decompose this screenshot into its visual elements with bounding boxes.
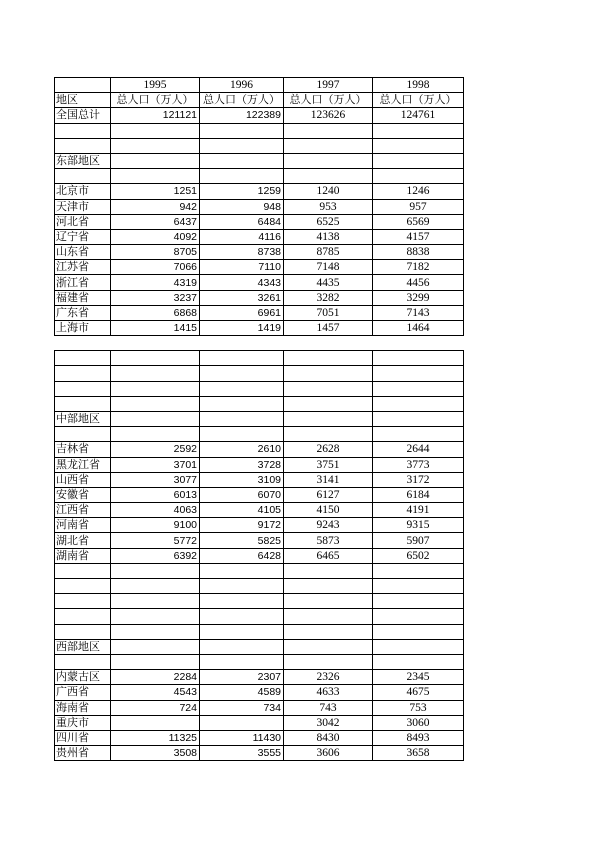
empty-row [55, 123, 464, 138]
empty-cell[interactable] [284, 609, 373, 624]
population-1997[interactable]: 8785 [284, 245, 373, 260]
population-1998[interactable]: 8838 [373, 245, 464, 260]
province-name[interactable]: 重庆市 [55, 715, 111, 730]
population-1998[interactable]: 4675 [373, 685, 464, 700]
table-row [55, 746, 464, 761]
population-1996[interactable]: 4589 [200, 685, 284, 700]
empty-cell[interactable] [55, 579, 111, 594]
empty-cell[interactable] [200, 609, 284, 624]
population-1997[interactable]: 743 [284, 700, 373, 715]
empty-cell[interactable] [111, 624, 200, 639]
table-row [55, 503, 464, 518]
table-row [55, 305, 464, 320]
population-1996[interactable]: 5825 [200, 533, 284, 548]
population-1996[interactable]: 11430 [200, 730, 284, 745]
population-1995[interactable]: 4319 [111, 275, 200, 290]
population-1996[interactable]: 6484 [200, 214, 284, 229]
empty-cell[interactable] [284, 563, 373, 578]
empty-cell[interactable] [200, 138, 284, 153]
population-1996[interactable]: 2307 [200, 670, 284, 685]
population-1997[interactable]: 2628 [284, 442, 373, 457]
table-row [55, 457, 464, 472]
table-row [55, 290, 464, 305]
population-1995[interactable]: 6013 [111, 487, 200, 502]
population-1998[interactable]: 3060 [373, 715, 464, 730]
province-name[interactable]: 上海市 [55, 321, 111, 336]
total-1998[interactable]: 124761 [373, 108, 464, 123]
population-1996[interactable]: 4116 [200, 229, 284, 244]
population-1995[interactable]: 3508 [111, 746, 200, 761]
population-1995[interactable]: 724 [111, 700, 200, 715]
year-1997[interactable]: 1997 [284, 78, 373, 93]
empty-cell[interactable] [373, 396, 464, 411]
section-title[interactable]: 东部地区 [55, 153, 111, 168]
table-row [55, 442, 464, 457]
population-1997[interactable]: 4633 [284, 685, 373, 700]
population-1997[interactable]: 3606 [284, 746, 373, 761]
population-1998[interactable]: 1246 [373, 184, 464, 199]
population-1996[interactable]: 7110 [200, 260, 284, 275]
population-1998[interactable]: 7182 [373, 260, 464, 275]
population-1997[interactable]: 3141 [284, 472, 373, 487]
population-1997[interactable]: 2326 [284, 670, 373, 685]
population-1995[interactable]: 8705 [111, 245, 200, 260]
population-1995[interactable]: 2284 [111, 670, 200, 685]
population-1996[interactable]: 4343 [200, 275, 284, 290]
empty-cell[interactable] [200, 427, 284, 442]
table-row [55, 275, 464, 290]
empty-cell[interactable] [111, 563, 200, 578]
population-1997[interactable]: 4138 [284, 229, 373, 244]
empty-cell[interactable] [284, 411, 373, 426]
population-1998[interactable]: 4191 [373, 503, 464, 518]
empty-row [55, 169, 464, 184]
empty-cell[interactable] [284, 381, 373, 396]
population-1996[interactable]: 3555 [200, 746, 284, 761]
population-1997[interactable]: 8430 [284, 730, 373, 745]
empty-cell[interactable] [284, 427, 373, 442]
empty-row [55, 138, 464, 153]
population-1997[interactable]: 3282 [284, 290, 373, 305]
section-title-row [55, 639, 464, 654]
empty-row [55, 427, 464, 442]
population-1998[interactable]: 6184 [373, 487, 464, 502]
empty-cell[interactable] [55, 366, 111, 381]
population-1996[interactable]: 2610 [200, 442, 284, 457]
empty-cell[interactable] [55, 351, 111, 366]
population-1998[interactable]: 3172 [373, 472, 464, 487]
province-name[interactable]: 江西省 [55, 503, 111, 518]
population-1995[interactable] [111, 715, 200, 730]
table-row [55, 199, 464, 214]
population-1996[interactable] [200, 715, 284, 730]
empty-cell[interactable] [284, 624, 373, 639]
empty-row [55, 366, 464, 381]
empty-cell[interactable] [111, 639, 200, 654]
population-1996[interactable]: 9172 [200, 518, 284, 533]
empty-cell[interactable] [373, 654, 464, 669]
empty-cell[interactable] [373, 594, 464, 609]
table-row [55, 715, 464, 730]
section-title[interactable]: 中部地区 [55, 411, 111, 426]
population-1998[interactable]: 2345 [373, 670, 464, 685]
population-1995[interactable]: 5772 [111, 533, 200, 548]
population-1996[interactable]: 8738 [200, 245, 284, 260]
empty-cell[interactable] [373, 138, 464, 153]
empty-cell[interactable] [373, 609, 464, 624]
population-label-1995[interactable]: 总人口（万人） [111, 93, 200, 108]
empty-cell[interactable] [55, 654, 111, 669]
empty-row [55, 609, 464, 624]
table-row [55, 487, 464, 502]
population-1996[interactable]: 3261 [200, 290, 284, 305]
population-1996[interactable]: 6428 [200, 548, 284, 563]
empty-cell[interactable] [200, 594, 284, 609]
empty-row [55, 654, 464, 669]
population-table [54, 77, 464, 761]
population-1995[interactable]: 3701 [111, 457, 200, 472]
population-1996[interactable]: 1419 [200, 321, 284, 336]
total-row [55, 108, 464, 123]
population-1995[interactable]: 6868 [111, 305, 200, 320]
empty-cell[interactable] [200, 169, 284, 184]
empty-cell[interactable] [200, 351, 284, 366]
header-cell-empty[interactable] [55, 78, 111, 93]
province-name[interactable]: 湖南省 [55, 548, 111, 563]
empty-cell[interactable] [55, 624, 111, 639]
section-gap [55, 336, 464, 351]
table-row [55, 321, 464, 336]
population-1996[interactable]: 3109 [200, 472, 284, 487]
population-1997[interactable]: 953 [284, 199, 373, 214]
empty-cell[interactable] [55, 169, 111, 184]
empty-cell[interactable] [373, 351, 464, 366]
population-1996[interactable]: 1259 [200, 184, 284, 199]
empty-cell[interactable] [284, 594, 373, 609]
province-name[interactable]: 广东省 [55, 305, 111, 320]
empty-cell[interactable] [55, 594, 111, 609]
table-row [55, 184, 464, 199]
province-name[interactable]: 广西省 [55, 685, 111, 700]
population-1997[interactable]: 6127 [284, 487, 373, 502]
population-1995[interactable]: 6392 [111, 548, 200, 563]
population-1997[interactable]: 6525 [284, 214, 373, 229]
population-1998[interactable]: 1464 [373, 321, 464, 336]
population-1998[interactable]: 753 [373, 700, 464, 715]
population-1995[interactable]: 1251 [111, 184, 200, 199]
population-1995[interactable]: 4543 [111, 685, 200, 700]
table-row [55, 245, 464, 260]
empty-cell[interactable] [373, 624, 464, 639]
population-1995[interactable]: 6437 [111, 214, 200, 229]
empty-cell[interactable] [200, 579, 284, 594]
province-name[interactable]: 吉林省 [55, 442, 111, 457]
population-1998[interactable]: 6502 [373, 548, 464, 563]
table-row [55, 685, 464, 700]
population-1998[interactable]: 4157 [373, 229, 464, 244]
population-1996[interactable]: 4105 [200, 503, 284, 518]
province-name[interactable]: 海南省 [55, 700, 111, 715]
population-1998[interactable]: 5907 [373, 533, 464, 548]
empty-row [55, 624, 464, 639]
empty-cell[interactable] [200, 563, 284, 578]
province-name[interactable]: 河北省 [55, 214, 111, 229]
population-1997[interactable]: 6465 [284, 548, 373, 563]
empty-cell[interactable] [111, 169, 200, 184]
empty-cell[interactable] [284, 579, 373, 594]
province-name[interactable]: 山东省 [55, 245, 111, 260]
empty-cell[interactable] [111, 153, 200, 168]
population-1995[interactable]: 3077 [111, 472, 200, 487]
population-1995[interactable]: 11325 [111, 730, 200, 745]
empty-cell[interactable] [373, 381, 464, 396]
table-row [55, 472, 464, 487]
province-name[interactable]: 浙江省 [55, 275, 111, 290]
empty-cell[interactable] [111, 381, 200, 396]
province-name[interactable]: 江苏省 [55, 260, 111, 275]
province-name[interactable]: 北京市 [55, 184, 111, 199]
empty-row [55, 594, 464, 609]
population-1997[interactable]: 3751 [284, 457, 373, 472]
table-row [55, 533, 464, 548]
population-1997[interactable]: 5873 [284, 533, 373, 548]
province-name[interactable]: 内蒙古区 [55, 670, 111, 685]
empty-cell[interactable] [200, 366, 284, 381]
empty-cell[interactable] [111, 609, 200, 624]
population-1995[interactable]: 942 [111, 199, 200, 214]
population-1998[interactable]: 957 [373, 199, 464, 214]
province-name[interactable]: 黑龙江省 [55, 457, 111, 472]
empty-cell[interactable] [55, 427, 111, 442]
empty-row [55, 351, 464, 366]
empty-cell[interactable] [111, 427, 200, 442]
empty-cell[interactable] [55, 123, 111, 138]
section-title-row [55, 411, 464, 426]
population-1998[interactable]: 3773 [373, 457, 464, 472]
section-title[interactable]: 西部地区 [55, 639, 111, 654]
year-header-row [55, 78, 464, 93]
empty-cell[interactable] [111, 366, 200, 381]
population-1997[interactable]: 7148 [284, 260, 373, 275]
empty-cell[interactable] [373, 153, 464, 168]
table-row [55, 518, 464, 533]
population-1998[interactable]: 3658 [373, 746, 464, 761]
table-row [55, 670, 464, 685]
empty-cell[interactable] [55, 563, 111, 578]
spreadsheet [54, 77, 463, 761]
empty-row [55, 579, 464, 594]
empty-cell[interactable] [284, 396, 373, 411]
population-1998[interactable]: 7143 [373, 305, 464, 320]
empty-row [55, 396, 464, 411]
empty-cell[interactable] [111, 123, 200, 138]
empty-row [55, 381, 464, 396]
province-name[interactable]: 天津市 [55, 199, 111, 214]
empty-cell[interactable] [55, 381, 111, 396]
gap-cell [55, 336, 464, 351]
table-row [55, 260, 464, 275]
population-1995[interactable]: 4092 [111, 229, 200, 244]
empty-cell[interactable] [55, 396, 111, 411]
population-1996[interactable]: 948 [200, 199, 284, 214]
population-1997[interactable]: 1457 [284, 321, 373, 336]
table-row [55, 548, 464, 563]
year-1998[interactable]: 1998 [373, 78, 464, 93]
empty-cell[interactable] [200, 153, 284, 168]
province-name[interactable]: 辽宁省 [55, 229, 111, 244]
empty-cell[interactable] [111, 579, 200, 594]
empty-cell[interactable] [373, 427, 464, 442]
region-label[interactable]: 地区 [55, 93, 111, 108]
empty-cell[interactable] [111, 654, 200, 669]
total-name[interactable]: 全国总计 [55, 108, 111, 123]
table-row [55, 229, 464, 244]
empty-cell[interactable] [373, 639, 464, 654]
population-1997[interactable]: 4150 [284, 503, 373, 518]
population-label-1997[interactable]: 总人口（万人） [284, 93, 373, 108]
empty-cell[interactable] [55, 609, 111, 624]
section-title-row [55, 153, 464, 168]
label-header-row [55, 93, 464, 108]
total-1997[interactable]: 123626 [284, 108, 373, 123]
population-label-1996[interactable]: 总人口（万人） [200, 93, 284, 108]
year-1995[interactable]: 1995 [111, 78, 200, 93]
total-1996[interactable]: 122389 [200, 108, 284, 123]
population-1998[interactable]: 2644 [373, 442, 464, 457]
population-1996[interactable]: 734 [200, 700, 284, 715]
province-name[interactable]: 四川省 [55, 730, 111, 745]
empty-cell[interactable] [200, 396, 284, 411]
population-1998[interactable]: 3299 [373, 290, 464, 305]
population-1997[interactable]: 9243 [284, 518, 373, 533]
empty-cell[interactable] [111, 138, 200, 153]
empty-cell[interactable] [200, 639, 284, 654]
population-label-1998[interactable]: 总人口（万人） [373, 93, 464, 108]
province-name[interactable]: 山西省 [55, 472, 111, 487]
empty-cell[interactable] [284, 153, 373, 168]
empty-cell[interactable] [200, 411, 284, 426]
population-1997[interactable]: 3042 [284, 715, 373, 730]
empty-cell[interactable] [373, 579, 464, 594]
year-1996[interactable]: 1996 [200, 78, 284, 93]
empty-cell[interactable] [373, 366, 464, 381]
province-name[interactable]: 河南省 [55, 518, 111, 533]
empty-cell[interactable] [200, 123, 284, 138]
empty-cell[interactable] [111, 351, 200, 366]
province-name[interactable]: 福建省 [55, 290, 111, 305]
population-1998[interactable]: 6569 [373, 214, 464, 229]
empty-cell[interactable] [200, 624, 284, 639]
empty-cell[interactable] [284, 639, 373, 654]
total-1995[interactable]: 121121 [111, 108, 200, 123]
population-1995[interactable]: 3237 [111, 290, 200, 305]
empty-cell[interactable] [200, 654, 284, 669]
empty-cell[interactable] [284, 138, 373, 153]
province-name[interactable]: 湖北省 [55, 533, 111, 548]
empty-cell[interactable] [55, 138, 111, 153]
population-1997[interactable]: 1240 [284, 184, 373, 199]
population-1995[interactable]: 2592 [111, 442, 200, 457]
population-1996[interactable]: 3728 [200, 457, 284, 472]
population-1995[interactable]: 4063 [111, 503, 200, 518]
empty-cell[interactable] [373, 169, 464, 184]
empty-cell[interactable] [111, 411, 200, 426]
population-1996[interactable]: 6070 [200, 487, 284, 502]
empty-cell[interactable] [111, 396, 200, 411]
empty-cell[interactable] [284, 123, 373, 138]
empty-cell[interactable] [373, 123, 464, 138]
table-row [55, 700, 464, 715]
table-row [55, 730, 464, 745]
population-1998[interactable]: 8493 [373, 730, 464, 745]
population-1998[interactable]: 9315 [373, 518, 464, 533]
province-name[interactable]: 安徽省 [55, 487, 111, 502]
empty-cell[interactable] [373, 411, 464, 426]
population-1995[interactable]: 9100 [111, 518, 200, 533]
population-1996[interactable]: 6961 [200, 305, 284, 320]
empty-cell[interactable] [200, 381, 284, 396]
province-name[interactable]: 贵州省 [55, 746, 111, 761]
empty-cell[interactable] [373, 563, 464, 578]
population-1995[interactable]: 1415 [111, 321, 200, 336]
empty-cell[interactable] [284, 366, 373, 381]
empty-cell[interactable] [284, 169, 373, 184]
population-1997[interactable]: 7051 [284, 305, 373, 320]
population-1998[interactable]: 4456 [373, 275, 464, 290]
empty-cell[interactable] [284, 654, 373, 669]
empty-cell[interactable] [284, 351, 373, 366]
empty-cell[interactable] [111, 594, 200, 609]
empty-row [55, 563, 464, 578]
population-1995[interactable]: 7066 [111, 260, 200, 275]
table-row [55, 214, 464, 229]
population-1997[interactable]: 4435 [284, 275, 373, 290]
